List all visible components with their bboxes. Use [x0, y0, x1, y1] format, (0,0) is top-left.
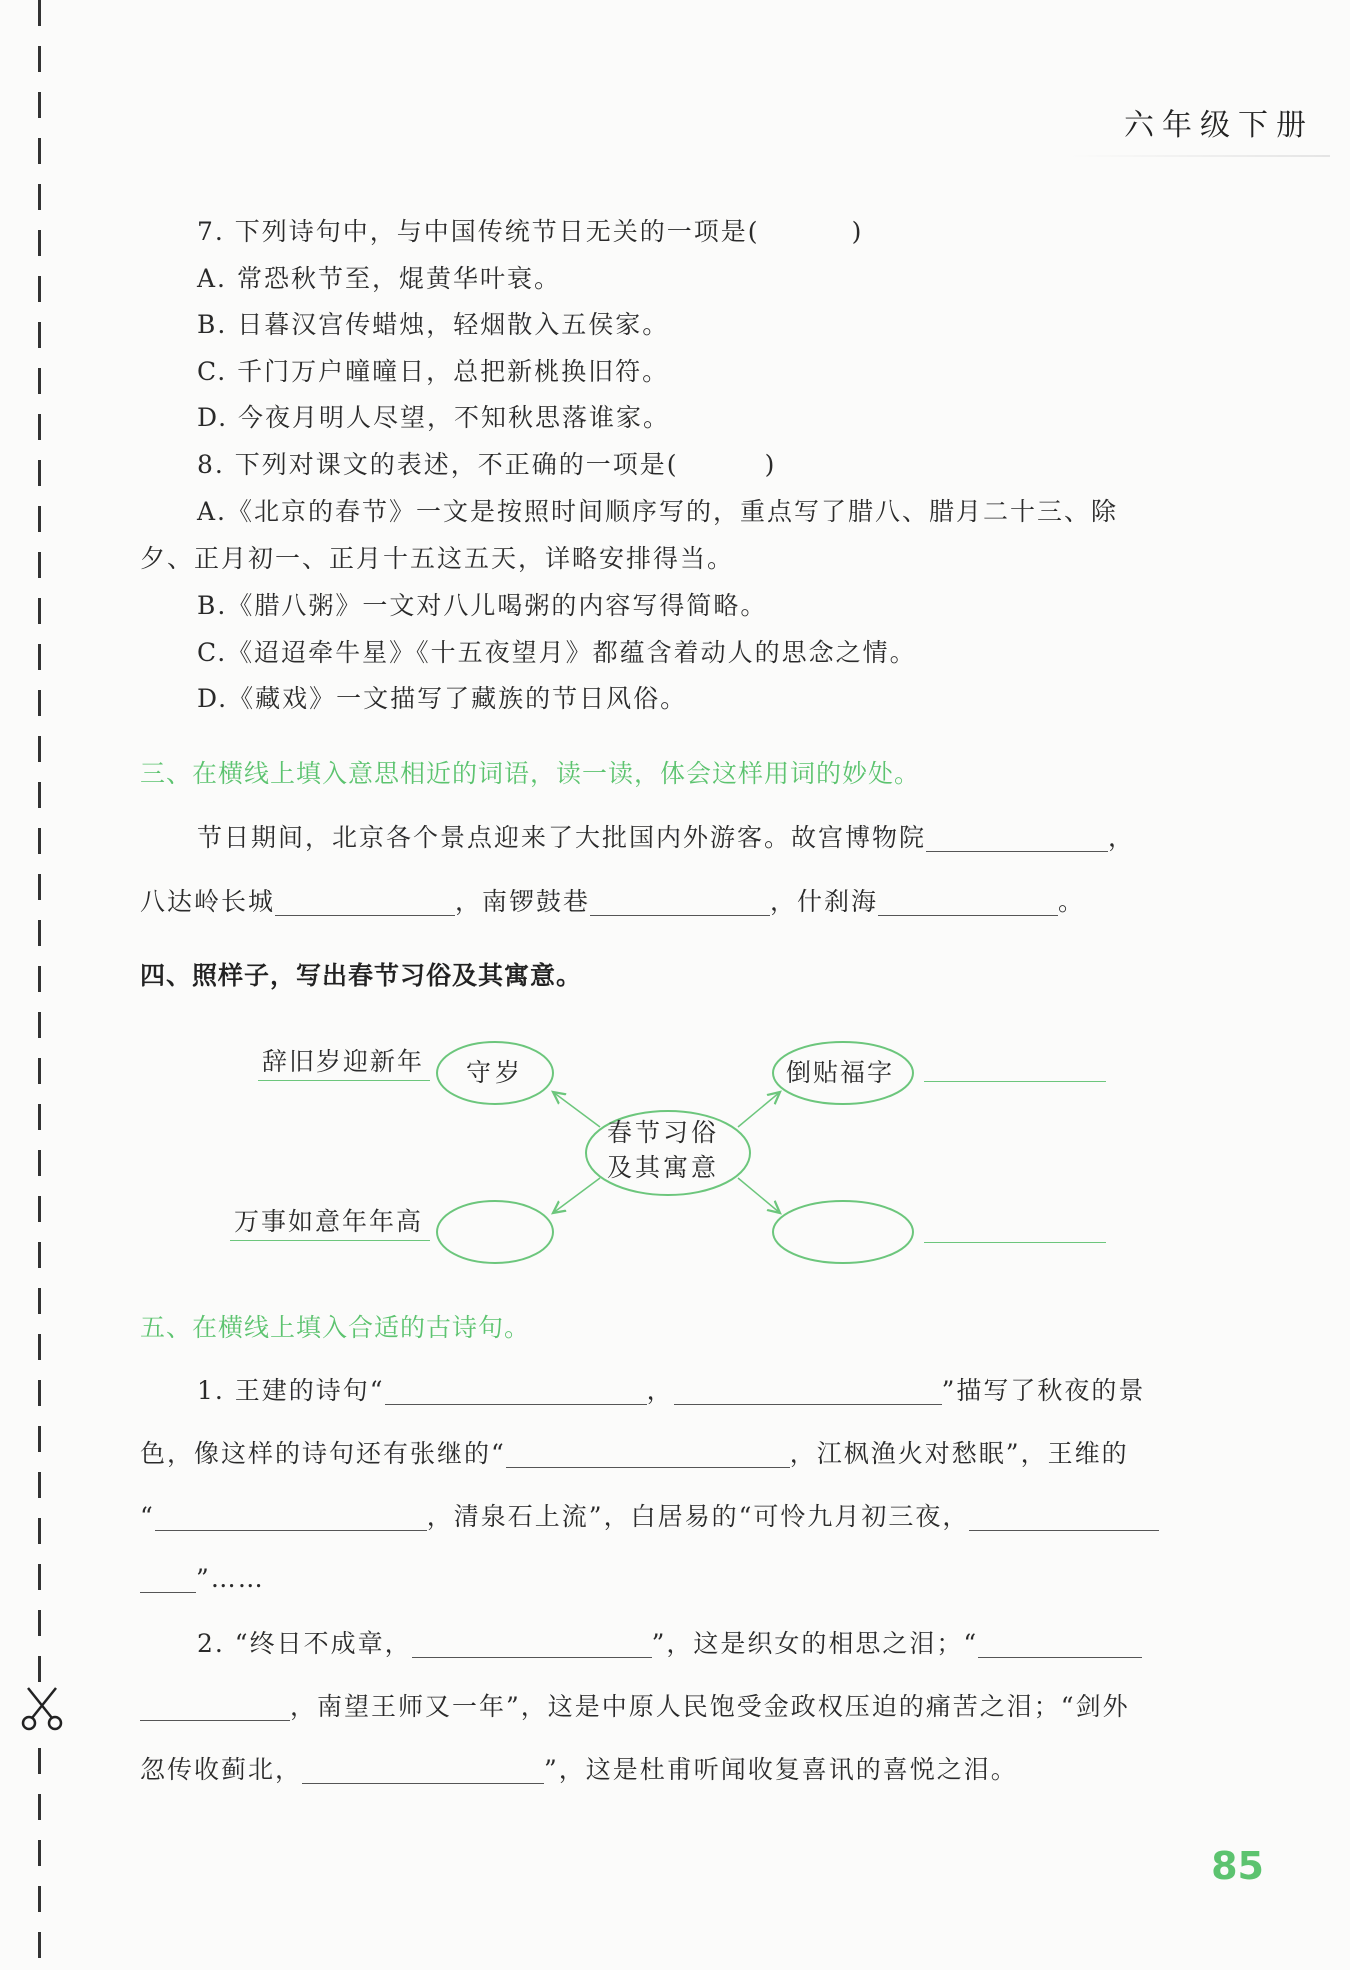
label-top-left: 辞旧岁迎新年 [262, 1047, 425, 1076]
section3-line1: 节日期间，北京各个景点迎来了大批国内外游客。故宫博物院 ， [197, 823, 1136, 852]
q7-option-c: C. 千门万户曈曈日，总把新桃换旧符。 [197, 357, 670, 386]
q7-option-d: D. 今夜月明人尽望，不知秋思落谁家。 [197, 403, 671, 432]
section5-title: 五、在横线上填入合适的古诗句。 [140, 1313, 531, 1342]
q8-option-a-line2: 夕、正月初一、正月十五这五天，详略安排得当。 [140, 544, 735, 573]
q8-option-a-line1: A.《北京的春节》一文是按照时间顺序写的，重点写了腊八、腊月二十三、除 [197, 497, 1119, 526]
q8-option-b: B.《腊八粥》一文对八儿喝粥的内容写得简略。 [197, 591, 768, 620]
section5-q1-line2: 色，像这样的诗句还有张继的“ ，江枫渔火对愁眠”，王维的 [140, 1439, 1129, 1468]
section3-title: 三、在横线上填入意思相近的词语，读一读，体会这样用词的妙处。 [140, 759, 921, 788]
center-node-line1: 春节习俗 [607, 1118, 720, 1147]
answer-line-bottom-right[interactable] [924, 1242, 1106, 1243]
grade-header: 六年级下册 [1124, 108, 1314, 143]
blank[interactable] [302, 1759, 544, 1784]
label-bottom-left: 万事如意年年高 [234, 1207, 424, 1236]
blank[interactable] [506, 1443, 790, 1468]
blank[interactable] [412, 1633, 652, 1658]
blank[interactable] [155, 1506, 427, 1531]
page-number: 85 [1211, 1844, 1264, 1888]
node-bottom-right[interactable] [773, 1201, 913, 1263]
label-underline [258, 1080, 430, 1081]
section5-q1-line1: 1. 王建的诗句“ ， ”描写了秋夜的景 [197, 1376, 1146, 1405]
q8-option-d: D.《藏戏》一文描写了藏族的节日风俗。 [197, 684, 688, 713]
blank[interactable] [969, 1506, 1159, 1531]
node-top-left-label: 守岁 [466, 1058, 525, 1087]
center-node-line2: 及其寓意 [607, 1153, 720, 1182]
q7-stem: 7. 下列诗句中，与中国传统节日无关的一项是( ) [197, 217, 864, 246]
q8-stem: 8. 下列对课文的表述，不正确的一项是( ) [197, 450, 777, 479]
blank[interactable] [385, 1380, 647, 1405]
blank[interactable] [140, 1696, 290, 1721]
section5-q1-line4: ”…… [140, 1565, 265, 1593]
q7-option-b: B. 日暮汉宫传蜡烛，轻烟散入五侯家。 [197, 310, 670, 339]
answer-line-top-right[interactable] [924, 1081, 1106, 1082]
blank[interactable] [674, 1380, 942, 1405]
label-underline [230, 1240, 430, 1241]
q7-option-a: A. 常恐秋节至，焜黄华叶衰。 [197, 264, 561, 293]
node-top-right-label: 倒贴福字 [786, 1058, 895, 1087]
blank[interactable] [978, 1633, 1142, 1658]
section5-q1-line3: “ ，清泉石上流”，白居易的“可怜九月初三夜， [140, 1503, 1159, 1531]
section4-title: 四、照样子，写出春节习俗及其寓意。 [140, 961, 583, 990]
q8-option-c: C.《迢迢牵牛星》《十五夜望月》都蕴含着动人的思念之情。 [197, 638, 917, 667]
section5-q2-line2: ，南望王师又一年”，这是中原人民饱受金政权压迫的痛苦之泪；“剑外 [140, 1693, 1130, 1721]
section5-q2-line1: 2. “终日不成章， ”，这是织女的相思之泪；“ [197, 1630, 1142, 1658]
section5-q2-line3: 忽传收蓟北， ”，这是杜甫听闻收复喜讯的喜悦之泪。 [140, 1755, 1018, 1784]
node-bottom-left[interactable] [437, 1201, 553, 1263]
blank[interactable] [140, 1568, 196, 1593]
section3-line2: 八达岭长城 ，南锣鼓巷 ，什刹海 。 [140, 887, 1086, 916]
